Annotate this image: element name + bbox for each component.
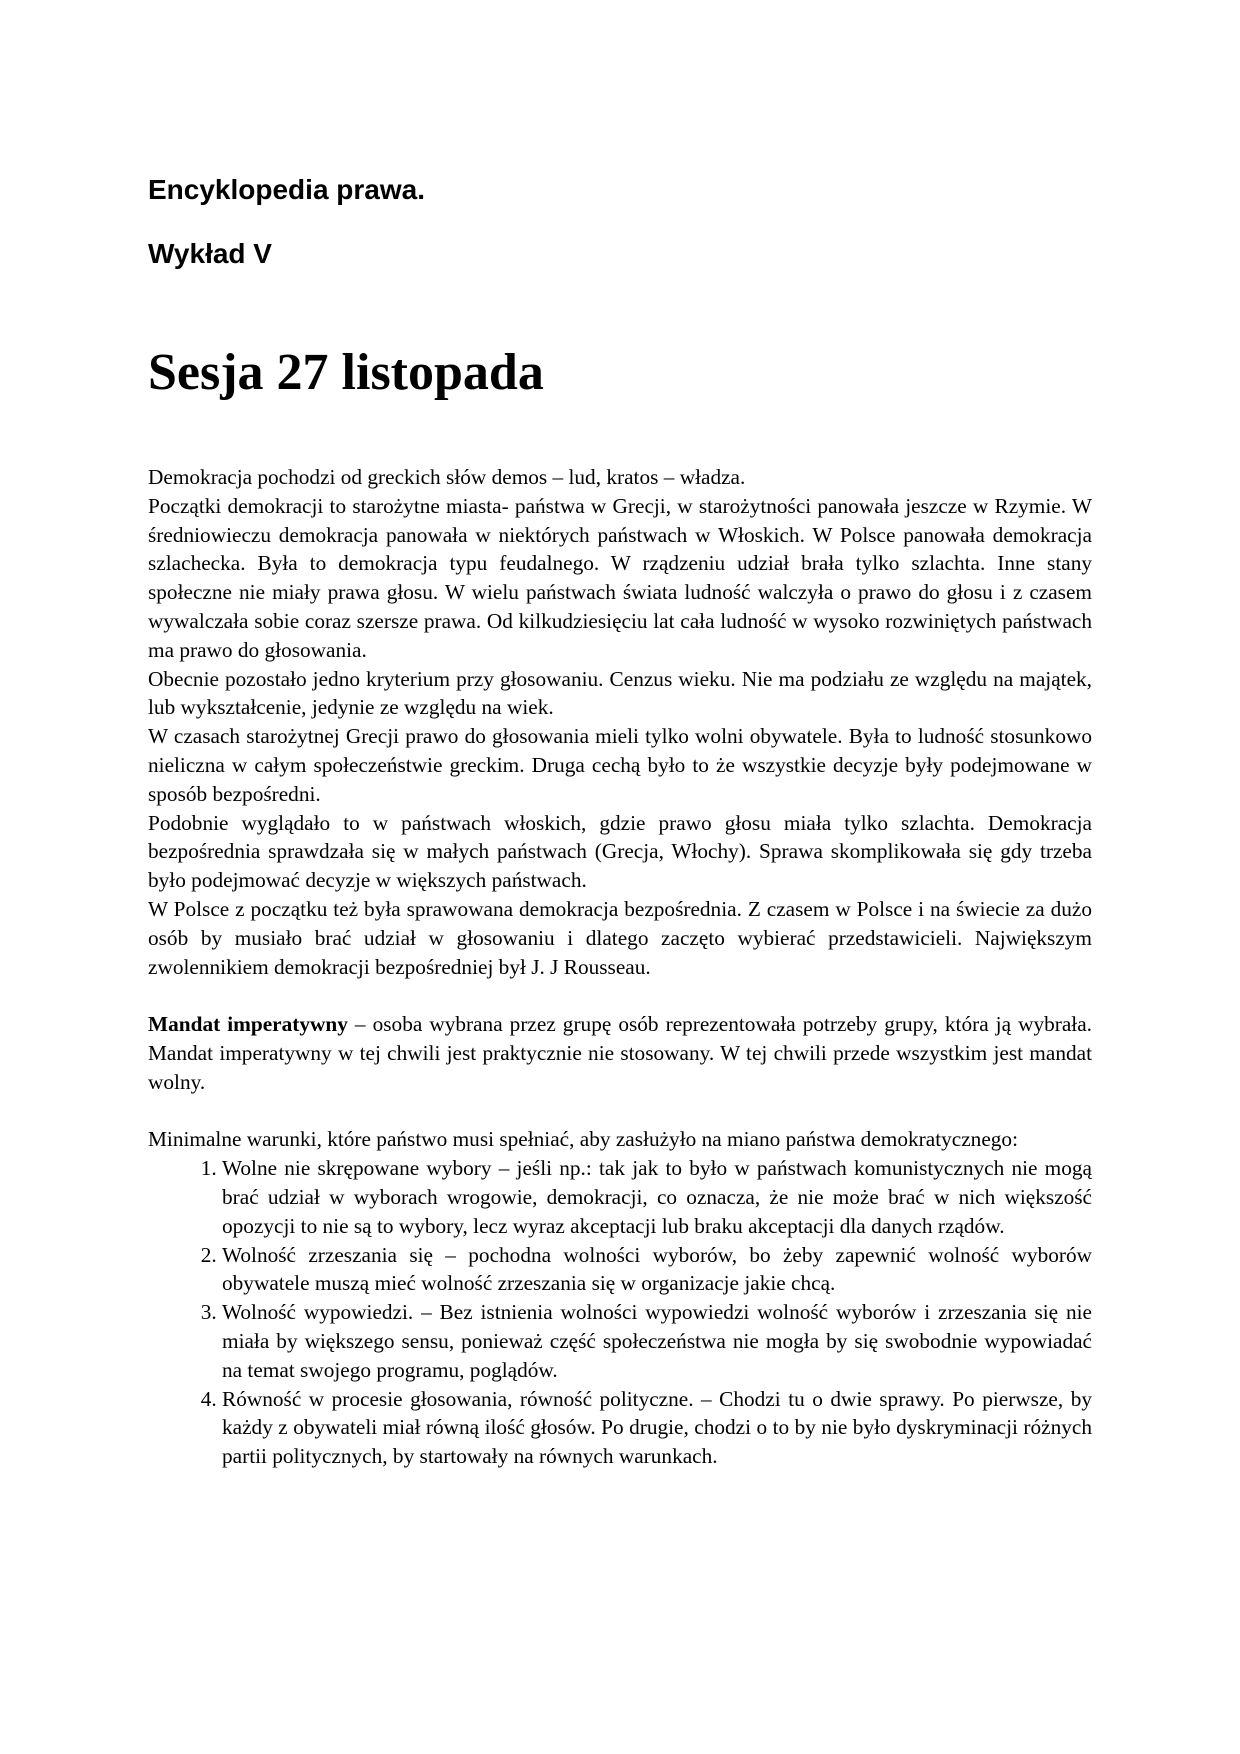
list-item: 3. Wolność wypowiedzi. – Bez istnienia wolności wypowiedzi wolność wyborów i zrzeszania się nie miała by większego sensu, ponieważ część społeczeństwa nie mogła by się swobodnie wypowiadać na temat swojego programu, poglądów. — [222, 1298, 1092, 1384]
list-item: 2. Wolność zrzeszania się – pochodna wolności wyborów, bo żeby zapewnić wolność wyborów obywatele muszą mieć wolność zrzeszania się w organizacje jakie chcą. — [222, 1241, 1092, 1299]
conditions-list — [148, 1154, 1092, 1471]
document-body — [148, 463, 1092, 1471]
session-title: Sesja 27 listopada — [148, 344, 544, 401]
mandate-term: Mandat imperatywny — [148, 1012, 348, 1037]
paragraph-history: Początki demokracji to starożytne miasta- państwa w Grecji, w starożytności panowała jeszcze w Rzymie. W średniowieczu demokracja panowała w niektórych państwach w Włoskich. W Polsce panowała demokracja szlachecka. Była to demokracja typu feudalnego. W rządzeniu udział brała tylko szlachta. Inne stany społeczne nie miały prawa głosu. W wielu państwach świata ludność walczyła o prawo do głosu i z czasem wywalczała sobie coraz szersze prawa. Od kilkudziesięciu lat cała ludność w wysoko rozwiniętych państwach ma prawo do głosowania. — [148, 493, 1092, 662]
paragraph-poland: W Polsce z początku też była sprawowana demokracja bezpośrednia. Z czasem w Polsce i na świecie za dużo osób by musiało brać udział w głosowaniu i dlatego zaczęto wybierać przedstawicieli. Największym zwolennikiem demokracji bezpośredniej był J. J Rousseau. — [148, 896, 1092, 979]
paragraph-mandate — [148, 1010, 1092, 1096]
mandate-definition: – osoba wybrana przez grupę osób reprezentowała potrzeby grupy, która ją wybrała. Mandat imperatywny w tej chwili jest praktycznie nie stosowany. W tej chwili przede wszystkim jest mandat wolny. — [148, 1012, 1093, 1094]
conditions-intro: Minimalne warunki, które państwo musi spełniać, aby zasłużyło na miano państwa demokratycznego: — [148, 1127, 1018, 1152]
paragraph-definition: Demokracja pochodzi od greckich słów demos – lud, kratos – władza. — [148, 465, 746, 489]
spacer — [148, 1097, 1092, 1126]
list-item: 1. Wolne nie skrępowane wybory – jeśli np.: tak jak to było w państwach komunistycznych nie mogą brać udział w wyborach wrogowie, demokracji, co oznacza, że nie może brać w nich większość opozycji to nie są to wybory, lecz wyraz akceptacji lub braku akceptacji dla danych rządów. — [222, 1154, 1092, 1240]
course-title: Encyklopedia prawa. — [148, 174, 425, 205]
list-item: 4. Równość w procesie głosowania, równość polityczne. – Chodzi tu o dwie sprawy. Po pierwsze, by każdy z obywateli miał równą ilość głosów. Po drugie, chodzi o to by nie było dyskryminacji różnych partii politycznych, by startowały na równych warunkach. — [222, 1385, 1092, 1471]
paragraph-age-census: Obecnie pozostało jedno kryterium przy głosowaniu. Cenzus wieku. Nie ma podziału ze względu na majątek, lub wykształcenie, jedynie ze względu na wiek. — [148, 666, 1092, 720]
spacer — [148, 981, 1092, 1010]
paragraph-greece: W czasach starożytnej Grecji prawo do głosowania mieli tylko wolni obywatele. Była to ludność stosunkowo nieliczna w całym społeczeństwie greckim. Druga cechą było to że wszystkie decyzje były podejmowane w sposób bezpośredni. — [148, 724, 1092, 806]
lecture-title: Wykład V — [148, 238, 272, 269]
paragraph-italy: Podobnie wyglądało to w państwach włoskich, gdzie prawo głosu miała tylko szlachta. Demokracja bezpośrednia sprawdzała się w małych państwach (Grecja, Włochy). Sprawa skomplikowała się gdy trzeba było podejmować decyzje w większych państwach. — [148, 810, 1092, 893]
